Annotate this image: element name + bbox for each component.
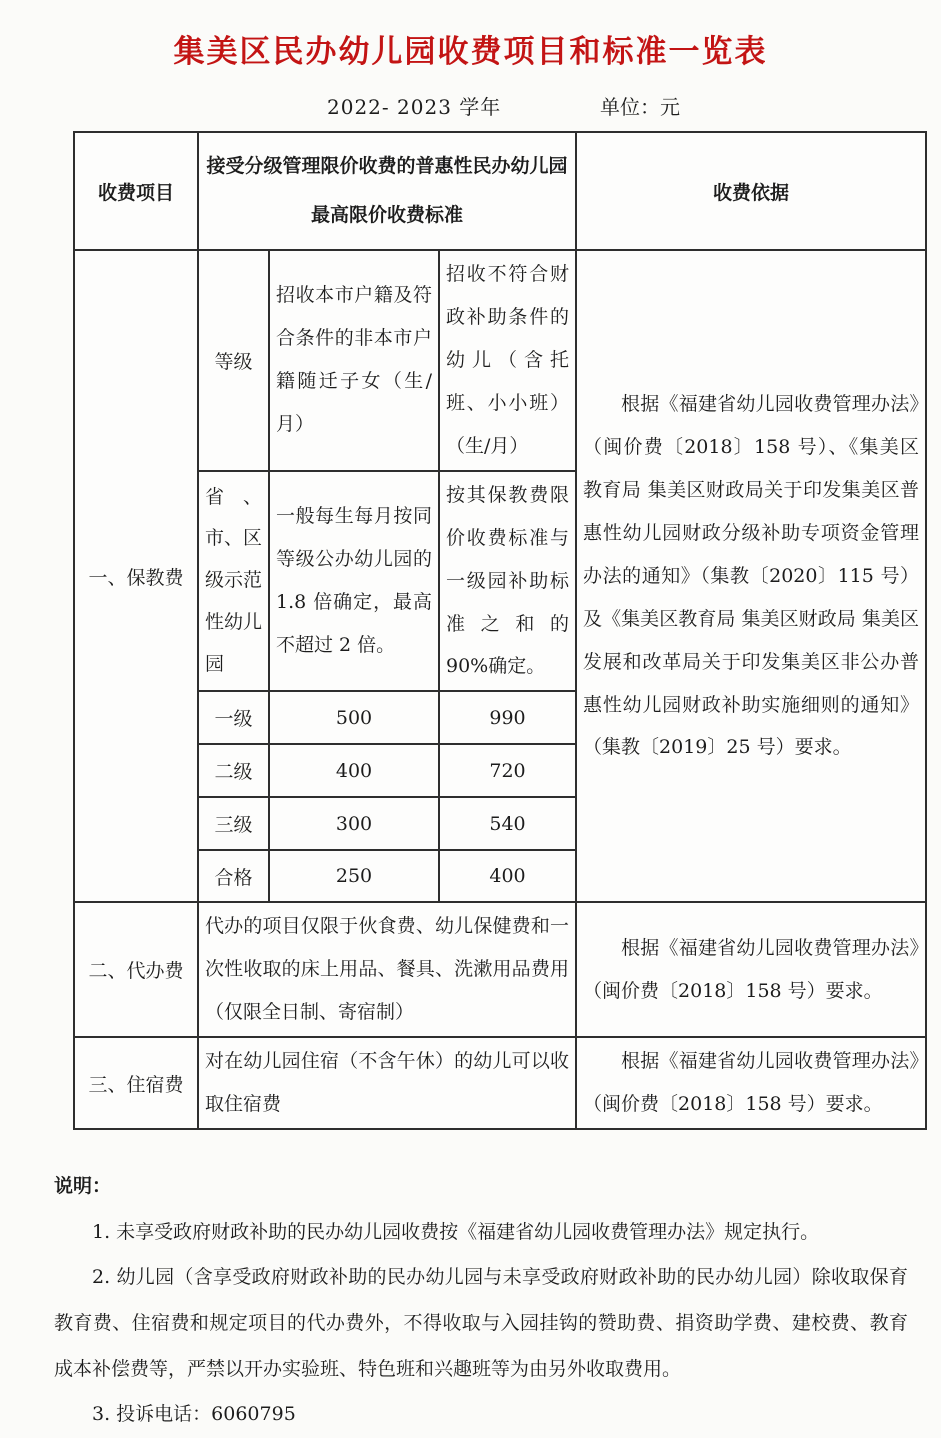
section2-row	[74, 902, 926, 1037]
demo-label: 省、市、区级示范性幼儿园	[198, 471, 269, 692]
section3-description: 对在幼儿园住宿（不含午休）的幼儿可以收取住宿费	[198, 1037, 576, 1129]
local-column-header: 招收本市户籍及符合条件的非本市户籍随迁子女（生/月）	[269, 250, 439, 471]
grade-name: 一级	[198, 691, 269, 744]
note-item-1: 1. 未享受政府财政补助的民办幼儿园收费按《福建省幼儿园收费管理办法》规定执行。	[92, 1220, 820, 1243]
grade-local-fee: 500	[269, 691, 439, 744]
section3-basis: 根据《福建省幼儿园收费管理办法》（闽价费〔2018〕158 号）要求。	[576, 1037, 926, 1129]
section2-description: 代办的项目仅限于伙食费、幼儿保健费和一次性收取的床上用品、餐具、洗漱用品费用（仅限全日制、寄宿制）	[198, 902, 576, 1037]
grade-nonsubsidy-fee: 400	[439, 850, 576, 902]
grade-name: 合格	[198, 850, 269, 902]
header-standard-line1: 接受分级管理限价收费的普惠性民办幼儿园	[206, 154, 568, 177]
note-item-2: 2. 幼儿园（含享受政府财政补助的民办幼儿园与未享受政府财政补助的民办幼儿园）除收取保育教育费、住宿费和规定项目的代办费外，不得收取与入园挂钩的赞助费、捐资助学费、建校费、教育成本补偿费等，严禁以开办实验班、特色班和兴趣班等为由另外收取费用。	[54, 1266, 908, 1380]
unit-label: 单位：元	[600, 95, 680, 119]
grade-nonsubsidy-fee: 720	[439, 744, 576, 797]
school-year-label: 2022- 2023 学年	[327, 95, 502, 119]
section2-basis: 根据《福建省幼儿园收费管理办法》（闽价费〔2018〕158 号）要求。	[576, 902, 926, 1037]
page-title: 集美区民办幼儿园收费项目和标准一览表	[173, 34, 768, 70]
section3-label: 三、住宿费	[74, 1037, 198, 1129]
grade-name: 二级	[198, 744, 269, 797]
note-item-3: 3. 投诉电话：6060795	[92, 1403, 296, 1426]
notes-section	[54, 1164, 908, 1438]
header-standard	[198, 132, 576, 250]
fee-table	[73, 131, 927, 1130]
notes-heading: 说明：	[54, 1175, 112, 1198]
header-standard-line2: 最高限价收费标准	[311, 204, 464, 226]
table-header-row	[74, 132, 926, 250]
subtitle-row	[0, 91, 941, 119]
grade-name: 三级	[198, 797, 269, 850]
section2-label: 二、代办费	[74, 902, 198, 1037]
demo-rule-local: 一般每生每月按同等级公办幼儿园的 1.8 倍确定，最高不超过 2 倍。	[269, 471, 439, 692]
grade-header-row	[74, 250, 926, 471]
grade-nonsubsidy-fee: 990	[439, 691, 576, 744]
header-basis: 收费依据	[576, 132, 926, 250]
grade-local-fee: 300	[269, 797, 439, 850]
nonsubsidy-column-header: 招收不符合财政补助条件的幼儿（含托班、小小班）（生/月）	[439, 250, 576, 471]
grade-local-fee: 250	[269, 850, 439, 902]
section1-label: 一、保教费	[74, 250, 198, 902]
grade-nonsubsidy-fee: 540	[439, 797, 576, 850]
grade-local-fee: 400	[269, 744, 439, 797]
section3-row	[74, 1037, 926, 1129]
section1-basis: 根据《福建省幼儿园收费管理办法》（闽价费〔2018〕158 号）、《集美区教育局 集美区财政局关于印发集美区普惠性幼儿园财政分级补助专项资金管理办法的通知》（集教〔2020〕115 号）及《集美区教育局 集美区财政局 集美区发展和改革局关于印发集美区非公办普惠性幼儿园财政补助实施细则的通知》（集教〔2019〕25 号）要求。	[576, 250, 926, 902]
grade-header-cell: 等级	[198, 250, 269, 471]
header-fee-item: 收费项目	[74, 132, 198, 250]
demo-rule-nonsubsidy: 按其保教费限价收费标准与一级园补助标准之和的 90%确定。	[439, 471, 576, 692]
